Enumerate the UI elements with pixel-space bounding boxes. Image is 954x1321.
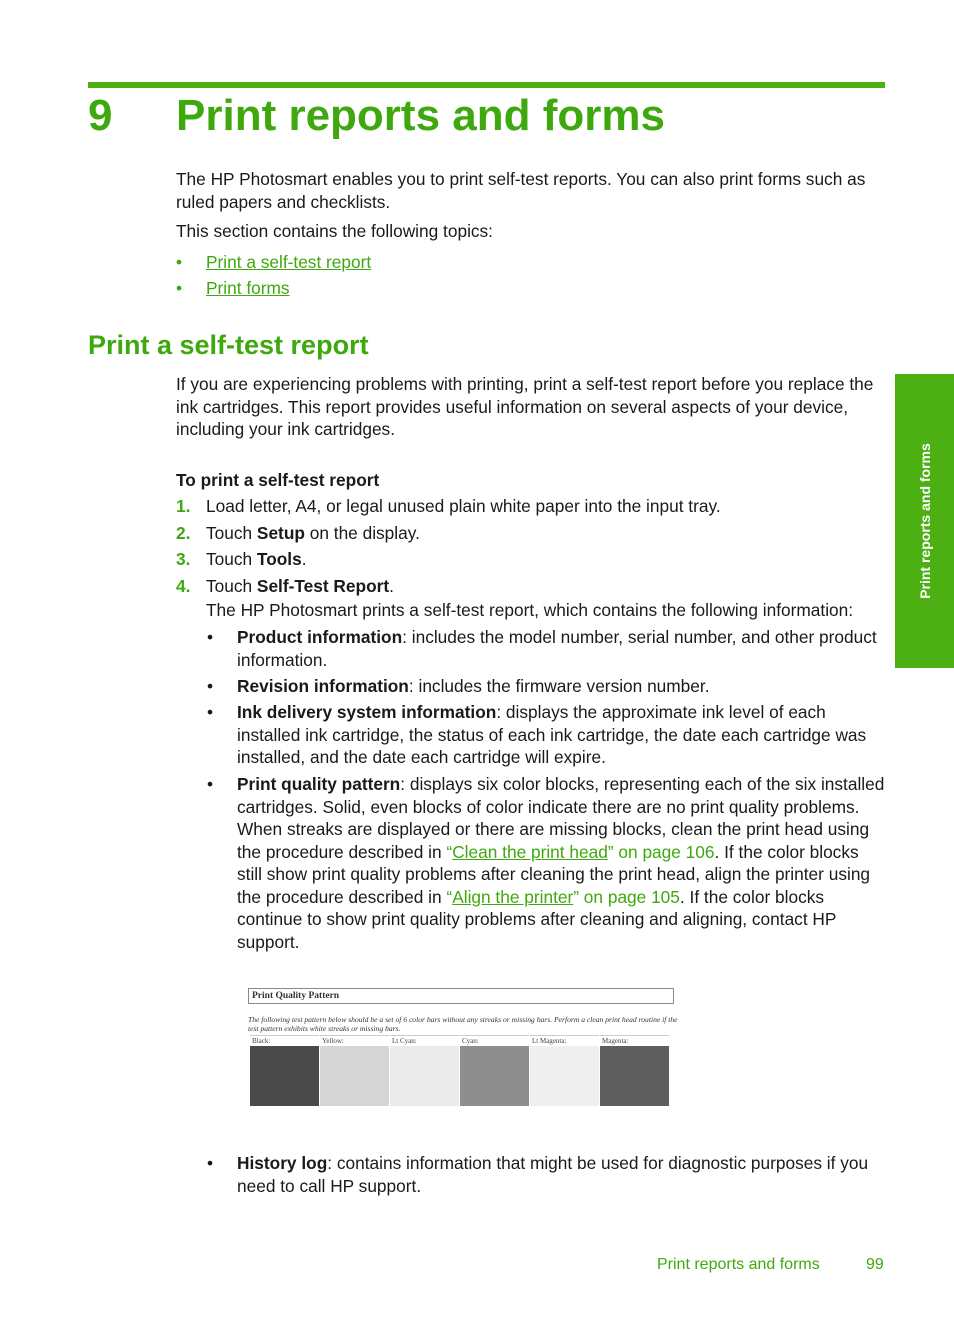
info-bullet: • (207, 702, 214, 722)
info-bullet: • (207, 676, 214, 696)
swatch-cyan: Cyan: (460, 1035, 529, 1107)
swatch-yellow: Yellow: (320, 1035, 389, 1107)
topic-bullet: • (176, 252, 183, 272)
footer-chapter-label: Print reports and forms (657, 1256, 820, 1273)
step-number: 3. (176, 549, 191, 569)
info-item-quality-pattern: Print quality pattern: displays six color blocks, representing each of the six installed cartridges. Solid, even blocks of color indicate there are no print quality problems. When streaks are displayed or there are missing blocks, clean the print head using the procedure described in “Clean the print head” on page 106. If the color blocks still show print quality problems after cleaning the print head, align the printer using the procedure described in “Align the printer” on page 105. If the color blocks continue to show print quality problems after cleaning and aligning, contact HP support. (237, 774, 885, 952)
step-text: Touch Self-Test Report. (206, 576, 394, 596)
section-intro: If you are experiencing problems with printing, print a self-test report before you replace the ink cartridges. This report provides useful information on several aspects of your device, including your ink cartridges. (176, 374, 874, 439)
swatch-light-magenta: Lt Magenta: (530, 1035, 599, 1107)
topic-link-self-test[interactable]: Print a self-test report (206, 252, 372, 272)
info-item-ink-delivery: Ink delivery system information: displays the approximate ink level of each installed ink cartridge, the status of each ink cartridge, the date each cartridge was installed, and the date each cartridge will expire. (237, 702, 867, 767)
intro-paragraph: The HP Photosmart enables you to print self-test reports. You can also print forms such as ruled papers and checklists. (176, 169, 866, 212)
step-text: Touch Tools. (206, 549, 307, 569)
side-tab-label: Print reports and forms (916, 443, 933, 599)
chapter-title: Print reports and forms (176, 91, 665, 140)
section-title: Print a self-test report (88, 330, 369, 360)
info-bullet: • (207, 627, 214, 647)
step-text: Touch Setup on the display. (206, 523, 420, 543)
info-item-revision: Revision information: includes the firmware version number. (237, 676, 710, 696)
info-item-history-log: History log: contains information that might be used for diagnostic purposes if you need to call HP support. (237, 1153, 869, 1196)
align-printer-link[interactable]: “Align the printer” on page 105 (446, 886, 680, 907)
info-bullet: • (207, 1153, 214, 1173)
swatch-black: Black: (250, 1035, 319, 1107)
chapter-number: 9 (88, 91, 113, 140)
swatch-magenta: Magenta: (600, 1035, 669, 1107)
clean-print-head-link[interactable]: “Clean the print head” on page 106 (446, 841, 715, 862)
intro-topics-lead: This section contains the following topics: (176, 221, 493, 241)
chapter-side-tab (895, 374, 954, 668)
step-text: Load letter, A4, or legal unused plain white paper into the input tray. (206, 496, 721, 516)
step-number: 2. (176, 523, 191, 543)
step4-detail: The HP Photosmart prints a self-test report, which contains the following information: (206, 600, 854, 620)
info-item-product: Product information: includes the model number, serial number, and other product information. (237, 627, 877, 670)
swatch-light-cyan: Lt Cyan: (390, 1035, 459, 1107)
procedure-title: To print a self-test report (176, 470, 380, 490)
topic-link-print-forms[interactable]: Print forms (206, 278, 290, 298)
footer-page-number: 99 (866, 1256, 884, 1273)
figure-title: Print Quality Pattern (248, 988, 674, 1004)
step-number: 4. (176, 576, 191, 596)
topic-bullet: • (176, 278, 183, 298)
figure-description: The following test pattern below should be a set of 6 color bars without any streaks or missing bars. Perform a clean print head routine if the test pattern exhibits white streaks or missing bars. (248, 1015, 678, 1033)
info-bullet: • (207, 774, 214, 794)
step-number: 1. (176, 496, 191, 516)
print-quality-pattern-figure (248, 988, 678, 1110)
